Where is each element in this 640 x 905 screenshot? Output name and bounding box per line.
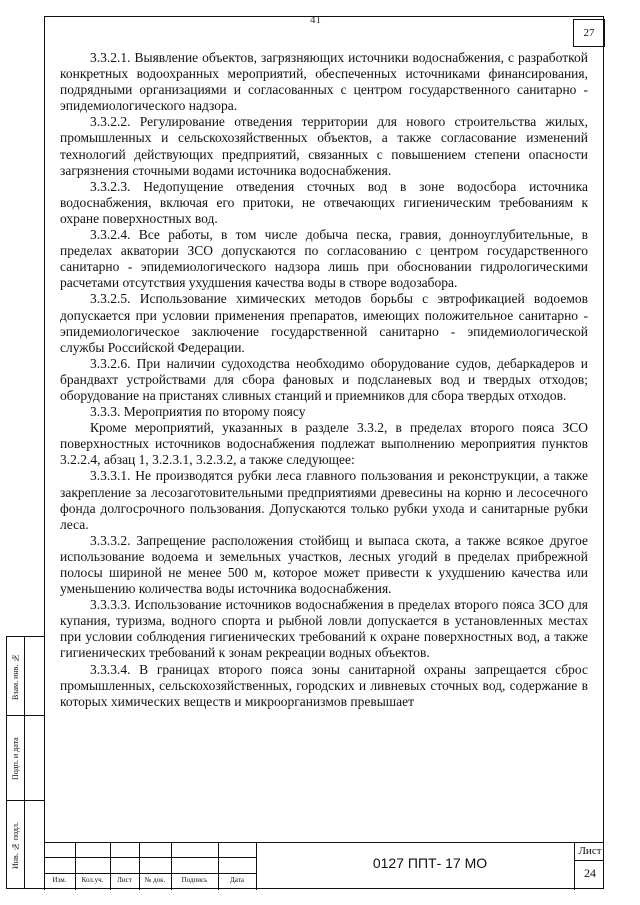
paragraph: 3.3.3.3. Использование источников водоснабжения в пределах второго пояса ЗСО для купания, туризма, водного спорта и рыбной ловли допускается в установленных местах при условии соблюдения гигиенических требований к охране поверхностных вод, а также гигиенических требований к зонам рекреации водных объектов. [60, 597, 588, 661]
document-code: 0127 ППТ- 17 МО [372, 855, 488, 871]
col-list: Лист [117, 876, 132, 884]
col-kol-uch: Кол.уч. [81, 876, 104, 884]
paragraph: 3.3.2.5. Использование химических методов борьбы с эвтрофикацией водоемов допускается при условии применения препаратов, имеющих положительное санитарно - эпидемиологическое заключение государственной санитарно - эпидемиологической службы Российской Федерации. [60, 291, 588, 355]
tb-col-line [256, 843, 257, 890]
paragraph: 3.3.3.2. Запрещение расположения стойбищ и выпаса скота, а также всякое другое использование водоема и земельных участков, лесных угодий в пределах прибрежной полосы шириной не менее 500 м, которое может привести к ухудшению качества или уменьшению количества воды источника водоснабжения. [60, 532, 588, 597]
paragraph: 3.3.3.1. Не производятся рубки леса главного пользования и реконструкции, а также закрепление за лесозаготовительными предприятиями древесины на корню и лесосечного фонда долгосрочного пользования. Допускаются только рубки ухода и санитарные рубки леса. [60, 468, 588, 532]
col-signature: Подпись [181, 876, 208, 884]
sign-date-label: Подп. и дата [11, 737, 20, 780]
paragraph: 3.3.2.3. Недопущение отведения сточных вод в зоне водосбора источника водоснабжения, включая его притоки, не отвечающих гигиеническим требованиям к охране поверхностных вод. [60, 178, 588, 226]
paragraph: 3.3.2.6. При наличии судоходства необходимо оборудование судов, дебаркадеров и брандвахт устройствами для сбора фановых и подсланевых вод и твердых отходов; оборудование на пристанях сливных станций и приемников для сбора твердых отходов. [60, 355, 588, 403]
tb-sheet-row-line [574, 860, 604, 861]
margin-cell-inv-replace [7, 637, 44, 716]
col-date: Дата [230, 876, 244, 884]
margin-cell-inv-original [7, 801, 44, 890]
paragraph: Кроме мероприятий, указанных в разделе 3.3.2, в пределах второго пояса ЗСО поверхностных источников водоснабжения подлежат выполнению мероприятия пунктов 3.2.2.4, абзац 1, 3.2.3.1, 3.2.3.2, а также следующее: [60, 420, 588, 468]
inv-replace-label: Взам. инв. № [11, 653, 20, 700]
title-block [44, 842, 604, 889]
sheet-label: Лист [578, 845, 602, 857]
section-heading: 3.3.3. Мероприятия по второму поясу [90, 404, 306, 420]
top-page-number: 41 [310, 14, 321, 26]
document-body [60, 50, 588, 710]
col-doc-num: № док. [144, 876, 166, 884]
margin-stamp [6, 636, 44, 889]
paragraph: 3.3.2.4. Все работы, в том числе добыча песка, гравия, донноуглубительные, в пределах акватории ЗСО допускаются по согласованию с центром государственного санитарно - эпидемиологического надзора лишь при обосновании гидрологическими расчетами отсутствия ухудшения качества воды в створе водозабора. [60, 227, 588, 291]
inv-original-label: Инв. № подл. [11, 822, 20, 869]
paragraph: 3.3.2.1. Выявление объектов, загрязняющих источники водоснабжения, с разработкой конкретных водоохранных мероприятий, обеспеченных источниками финансирования, подрядными организациями и согласованных с центром государственного санитарно - эпидемиологического надзора. [60, 50, 588, 114]
col-izm: Изм. [52, 876, 67, 884]
paragraph: 3.3.2.2. Регулирование отведения территории для нового строительства жилых, промышленных и сельскохозяйственных объектов, а также согласование изменений технологий действующих предприятий, связанных с повышением степени опасности загрязнения сточными водами источника водоснабжения. [60, 114, 588, 178]
sheet-number: 24 [584, 866, 596, 880]
inner-page-number: 27 [573, 19, 605, 47]
tb-sheet-col-line [574, 843, 575, 890]
margin-cell-sign-date [7, 716, 44, 801]
paragraph: 3.3.3.4. В границах второго пояса зоны санитарной охраны запрещается сброс промышленных, сельскохозяйственных, городских и ливневых сточных вод, содержание в которых химических веществ и микроорганизмов превышает [60, 661, 588, 709]
